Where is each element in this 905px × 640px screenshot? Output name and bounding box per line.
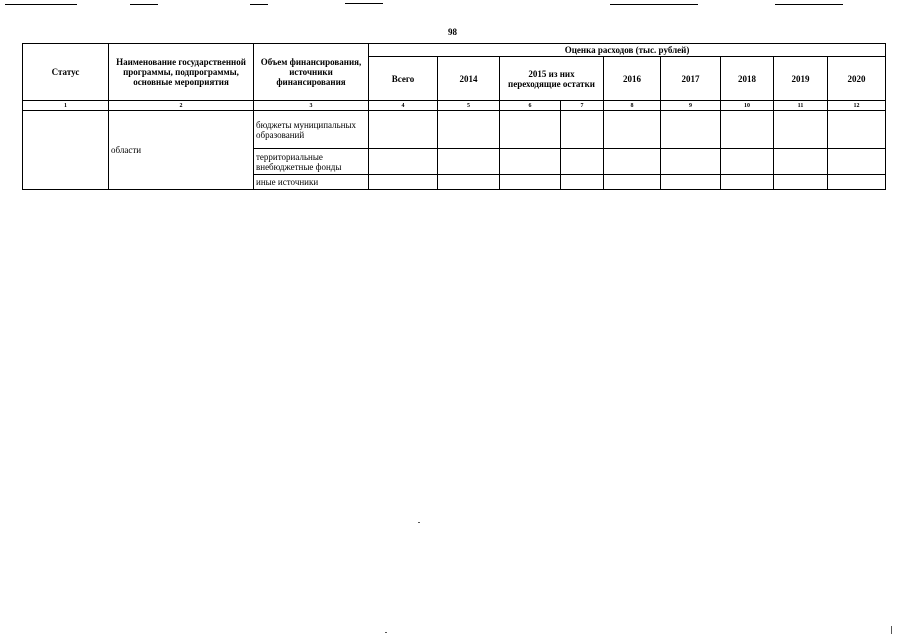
header-program-name: Наименование государственной программы, подпрограммы, основные мероприятия bbox=[109, 44, 254, 101]
column-number: 7 bbox=[561, 101, 604, 111]
value-cell bbox=[828, 149, 886, 175]
column-number: 3 bbox=[254, 101, 369, 111]
scan-artifact-line bbox=[610, 4, 698, 5]
budget-table bbox=[22, 43, 886, 190]
header-year-2019: 2019 bbox=[774, 57, 828, 101]
value-cell bbox=[561, 111, 604, 149]
column-number: 5 bbox=[438, 101, 500, 111]
column-number: 10 bbox=[721, 101, 774, 111]
column-number: 6 bbox=[500, 101, 561, 111]
header-total: Всего bbox=[369, 57, 438, 101]
header-year-2014: 2014 bbox=[438, 57, 500, 101]
value-cell bbox=[561, 175, 604, 190]
value-cell bbox=[721, 149, 774, 175]
value-cell bbox=[500, 175, 561, 190]
scan-artifact-line bbox=[250, 4, 268, 5]
column-number: 8 bbox=[604, 101, 661, 111]
header-year-2016: 2016 bbox=[604, 57, 661, 101]
value-cell bbox=[369, 149, 438, 175]
status-cell bbox=[23, 111, 109, 190]
financing-source-cell: иные источники bbox=[254, 175, 369, 190]
scan-artifact-line bbox=[775, 4, 843, 5]
value-cell bbox=[438, 149, 500, 175]
header-expense-estimate: Оценка расходов (тыс. рублей) bbox=[369, 44, 886, 57]
header-row bbox=[23, 44, 886, 57]
table-row bbox=[23, 111, 886, 149]
value-cell bbox=[774, 149, 828, 175]
financing-source-cell: территориальные внебюджетные фонды bbox=[254, 149, 369, 175]
scan-artifact-line bbox=[345, 3, 383, 4]
value-cell bbox=[369, 175, 438, 190]
header-year-2018: 2018 bbox=[721, 57, 774, 101]
value-cell bbox=[500, 111, 561, 149]
value-cell bbox=[604, 149, 661, 175]
header-year-2015: 2015 из них переходящие остатки bbox=[500, 57, 604, 101]
column-number: 12 bbox=[828, 101, 886, 111]
value-cell bbox=[604, 111, 661, 149]
value-cell bbox=[774, 175, 828, 190]
value-cell bbox=[774, 111, 828, 149]
value-cell bbox=[604, 175, 661, 190]
header-status: Статус bbox=[23, 44, 109, 101]
financing-source-cell: бюджеты муниципальных образований bbox=[254, 111, 369, 149]
value-cell bbox=[500, 149, 561, 175]
column-number: 1 bbox=[23, 101, 109, 111]
scan-artifact-line bbox=[5, 4, 77, 5]
value-cell bbox=[369, 111, 438, 149]
column-number: 9 bbox=[661, 101, 721, 111]
value-cell bbox=[721, 175, 774, 190]
page-number: 98 bbox=[448, 27, 457, 37]
value-cell bbox=[661, 111, 721, 149]
scan-speck bbox=[385, 632, 387, 633]
program-name-cell: области bbox=[109, 111, 254, 190]
column-number: 11 bbox=[774, 101, 828, 111]
column-number-row bbox=[23, 101, 886, 111]
scan-artifact-line bbox=[130, 4, 158, 5]
header-year-2017: 2017 bbox=[661, 57, 721, 101]
header-year-2020: 2020 bbox=[828, 57, 886, 101]
column-number: 4 bbox=[369, 101, 438, 111]
column-number: 2 bbox=[109, 101, 254, 111]
value-cell bbox=[828, 111, 886, 149]
value-cell bbox=[438, 111, 500, 149]
value-cell bbox=[561, 149, 604, 175]
value-cell bbox=[661, 175, 721, 190]
scan-speck bbox=[418, 522, 420, 523]
value-cell bbox=[721, 111, 774, 149]
value-cell bbox=[828, 175, 886, 190]
value-cell bbox=[438, 175, 500, 190]
scan-speck bbox=[891, 626, 892, 634]
value-cell bbox=[661, 149, 721, 175]
header-financing-volume: Объем финансирования, источники финансирования bbox=[254, 44, 369, 101]
